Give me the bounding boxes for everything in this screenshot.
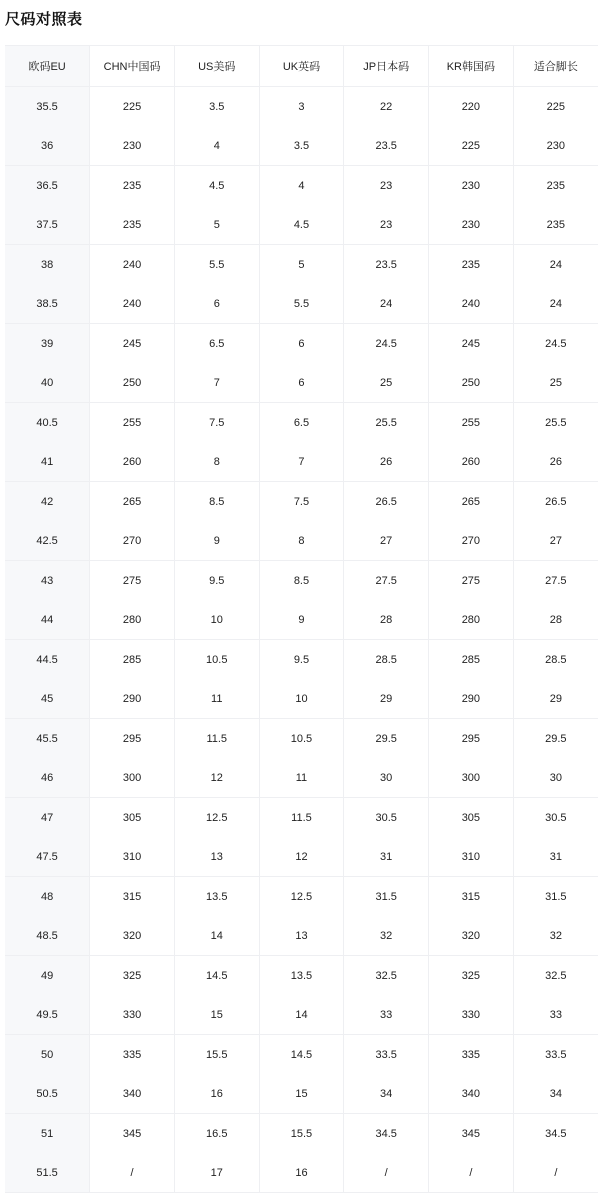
cell-uk: 5 xyxy=(259,245,344,285)
cell-jp: 26 xyxy=(344,442,429,482)
cell-jp: 31 xyxy=(344,837,429,877)
cell-jp: 25.5 xyxy=(344,403,429,443)
table-row xyxy=(5,284,598,324)
cell-foot-length: 29 xyxy=(513,679,598,719)
cell-jp: 29 xyxy=(344,679,429,719)
size-table xyxy=(5,45,598,1193)
cell-foot-length: 30 xyxy=(513,758,598,798)
cell-us: 6.5 xyxy=(174,324,259,364)
cell-chn: 315 xyxy=(90,877,175,917)
cell-eu: 50.5 xyxy=(5,1074,90,1114)
cell-chn: 265 xyxy=(90,482,175,522)
cell-kr: 255 xyxy=(429,403,514,443)
cell-eu: 36 xyxy=(5,126,90,166)
header-row xyxy=(5,46,598,87)
cell-uk: 15.5 xyxy=(259,1114,344,1154)
cell-eu: 51.5 xyxy=(5,1153,90,1193)
cell-kr: 275 xyxy=(429,561,514,601)
cell-us: 11 xyxy=(174,679,259,719)
cell-foot-length: 29.5 xyxy=(545,732,567,745)
cell-chn: 310 xyxy=(90,837,175,877)
cell-foot-length: 32.5 xyxy=(545,969,567,982)
cell-chn: 225 xyxy=(90,87,175,127)
table-row xyxy=(5,482,598,522)
cell-eu: 46 xyxy=(5,758,90,798)
cell-us: 17 xyxy=(174,1153,259,1193)
table-row xyxy=(5,877,598,917)
table-row xyxy=(5,363,598,403)
table-row xyxy=(5,640,598,680)
cell-jp: 24 xyxy=(344,284,429,324)
cell-chn: 230 xyxy=(90,126,175,166)
cell-us: 10.5 xyxy=(174,640,259,680)
cell-foot-length: 33.5 xyxy=(545,1048,567,1061)
table-row xyxy=(5,1074,598,1114)
cell-kr: 260 xyxy=(429,442,514,482)
table-row xyxy=(5,956,598,996)
cell-us: 13 xyxy=(174,837,259,877)
cell-kr: 335 xyxy=(429,1035,514,1075)
cell-us: 5.5 xyxy=(174,245,259,285)
cell-jp: / xyxy=(344,1153,429,1193)
cell-eu: 50 xyxy=(5,1035,90,1075)
cell-kr: 265 xyxy=(429,482,514,522)
cell-kr: 305 xyxy=(429,798,514,838)
cell-foot-length: 27 xyxy=(513,521,598,561)
table-row xyxy=(5,561,598,601)
cell-chn: 255 xyxy=(90,403,175,443)
cell-jp: 23.5 xyxy=(344,126,429,166)
cell-foot-length: 24 xyxy=(549,258,562,271)
cell-foot-length: 26.5 xyxy=(545,495,567,508)
cell-uk: 4 xyxy=(259,166,344,206)
cell-eu: 42.5 xyxy=(5,521,90,561)
cell-us: 5 xyxy=(174,205,259,245)
cell-foot-length: 26 xyxy=(513,442,598,482)
cell-jp: 25 xyxy=(344,363,429,403)
cell-chn: 245 xyxy=(90,324,175,364)
cell-chn: 240 xyxy=(90,284,175,324)
cell-chn: 260 xyxy=(90,442,175,482)
cell-jp: 27.5 xyxy=(344,561,429,601)
table-row xyxy=(5,995,598,1035)
cell-uk: 11.5 xyxy=(259,798,344,838)
cell-chn: 300 xyxy=(90,758,175,798)
table-header xyxy=(5,46,598,87)
cell-uk: 3.5 xyxy=(259,126,344,166)
cell-foot-length: 24.5 xyxy=(545,337,567,350)
table-body xyxy=(5,87,598,1193)
column-header-eu: 欧码EU xyxy=(5,46,90,87)
cell-foot-length: 230 xyxy=(513,126,598,166)
cell-foot-length: 24 xyxy=(513,284,598,324)
cell-us: 3.5 xyxy=(174,87,259,127)
table-row xyxy=(5,679,598,719)
cell-chn: 320 xyxy=(90,916,175,956)
cell-uk: 4.5 xyxy=(259,205,344,245)
cell-kr: 225 xyxy=(429,126,514,166)
table-row xyxy=(5,798,598,838)
cell-uk: 5.5 xyxy=(259,284,344,324)
cell-uk: 12.5 xyxy=(259,877,344,917)
cell-jp: 26.5 xyxy=(344,482,429,522)
cell-us: 7.5 xyxy=(174,403,259,443)
cell-us: 11.5 xyxy=(174,719,259,759)
table-row xyxy=(5,205,598,245)
table-row xyxy=(5,245,598,285)
cell-eu: 42 xyxy=(5,482,90,522)
cell-jp: 28 xyxy=(344,600,429,640)
cell-jp: 32.5 xyxy=(344,956,429,996)
cell-uk: 9 xyxy=(259,600,344,640)
cell-kr: 280 xyxy=(429,600,514,640)
cell-jp: 23.5 xyxy=(344,245,429,285)
table-row xyxy=(5,87,598,127)
cell-eu: 47 xyxy=(5,798,90,838)
cell-uk: 7.5 xyxy=(259,482,344,522)
table-row xyxy=(5,916,598,956)
cell-chn: 275 xyxy=(90,561,175,601)
cell-chn: / xyxy=(90,1153,175,1193)
cell-uk: 12 xyxy=(259,837,344,877)
cell-chn: 295 xyxy=(90,719,175,759)
cell-foot-length: 33 xyxy=(513,995,598,1035)
cell-eu: 49.5 xyxy=(5,995,90,1035)
cell-kr: 300 xyxy=(429,758,514,798)
cell-jp: 33.5 xyxy=(344,1035,429,1075)
cell-us: 8 xyxy=(174,442,259,482)
cell-eu: 44.5 xyxy=(5,640,90,680)
cell-eu: 41 xyxy=(5,442,90,482)
cell-us: 7 xyxy=(174,363,259,403)
cell-chn: 240 xyxy=(90,245,175,285)
cell-us: 9 xyxy=(174,521,259,561)
cell-uk: 6 xyxy=(259,363,344,403)
cell-foot-length: 31 xyxy=(513,837,598,877)
cell-uk: 13.5 xyxy=(259,956,344,996)
cell-us: 15 xyxy=(174,995,259,1035)
cell-us: 14.5 xyxy=(174,956,259,996)
cell-eu: 40 xyxy=(5,363,90,403)
table-row xyxy=(5,837,598,877)
cell-kr: / xyxy=(429,1153,514,1193)
cell-foot-length: 32 xyxy=(513,916,598,956)
cell-eu: 36.5 xyxy=(5,166,90,206)
cell-us: 15.5 xyxy=(174,1035,259,1075)
cell-jp: 22 xyxy=(344,87,429,127)
cell-us: 12 xyxy=(174,758,259,798)
cell-kr: 230 xyxy=(429,205,514,245)
cell-chn: 335 xyxy=(90,1035,175,1075)
cell-kr: 290 xyxy=(429,679,514,719)
table-row xyxy=(5,442,598,482)
cell-us: 13.5 xyxy=(174,877,259,917)
column-header-kr: KR韩国码 xyxy=(429,46,514,87)
cell-eu: 48.5 xyxy=(5,916,90,956)
cell-chn: 325 xyxy=(90,956,175,996)
cell-eu: 45 xyxy=(5,679,90,719)
cell-uk: 9.5 xyxy=(259,640,344,680)
cell-us: 12.5 xyxy=(174,798,259,838)
table-row xyxy=(5,719,598,759)
cell-chn: 280 xyxy=(90,600,175,640)
cell-jp: 34.5 xyxy=(344,1114,429,1154)
cell-eu: 47.5 xyxy=(5,837,90,877)
cell-foot-length: 34 xyxy=(513,1074,598,1114)
cell-eu: 37.5 xyxy=(5,205,90,245)
cell-eu: 35.5 xyxy=(5,87,90,127)
cell-kr: 330 xyxy=(429,995,514,1035)
cell-foot-length: 235 xyxy=(513,205,598,245)
cell-kr: 235 xyxy=(429,245,514,285)
cell-kr: 285 xyxy=(429,640,514,680)
cell-chn: 305 xyxy=(90,798,175,838)
cell-chn: 270 xyxy=(90,521,175,561)
cell-foot-length: 27.5 xyxy=(545,574,567,587)
cell-chn: 330 xyxy=(90,995,175,1035)
cell-jp: 27 xyxy=(344,521,429,561)
cell-jp: 23 xyxy=(344,166,429,206)
cell-uk: 7 xyxy=(259,442,344,482)
table-row xyxy=(5,758,598,798)
cell-kr: 325 xyxy=(429,956,514,996)
cell-chn: 250 xyxy=(90,363,175,403)
cell-chn: 290 xyxy=(90,679,175,719)
cell-uk: 10 xyxy=(259,679,344,719)
table-row xyxy=(5,1035,598,1075)
cell-uk: 6.5 xyxy=(259,403,344,443)
cell-eu: 45.5 xyxy=(5,719,90,759)
cell-foot-length: 235 xyxy=(546,179,566,192)
cell-eu: 51 xyxy=(5,1114,90,1154)
cell-us: 4 xyxy=(174,126,259,166)
cell-us: 6 xyxy=(174,284,259,324)
cell-kr: 245 xyxy=(429,324,514,364)
cell-uk: 13 xyxy=(259,916,344,956)
cell-kr: 310 xyxy=(429,837,514,877)
cell-jp: 31.5 xyxy=(344,877,429,917)
table-row xyxy=(5,403,598,443)
cell-us: 4.5 xyxy=(174,166,259,206)
cell-chn: 340 xyxy=(90,1074,175,1114)
cell-jp: 34 xyxy=(344,1074,429,1114)
cell-kr: 220 xyxy=(429,87,514,127)
column-header-us: US美码 xyxy=(174,46,259,87)
cell-kr: 345 xyxy=(429,1114,514,1154)
cell-eu: 49 xyxy=(5,956,90,996)
cell-uk: 14 xyxy=(259,995,344,1035)
cell-kr: 320 xyxy=(429,916,514,956)
cell-foot-length: 225 xyxy=(546,100,566,113)
cell-chn: 345 xyxy=(90,1114,175,1154)
cell-jp: 30.5 xyxy=(344,798,429,838)
cell-uk: 14.5 xyxy=(259,1035,344,1075)
cell-us: 14 xyxy=(174,916,259,956)
cell-foot-length: 25.5 xyxy=(545,416,567,429)
cell-eu: 40.5 xyxy=(5,403,90,443)
cell-foot-length: 28.5 xyxy=(545,653,567,666)
cell-uk: 8.5 xyxy=(259,561,344,601)
cell-us: 8.5 xyxy=(174,482,259,522)
column-header-chn: CHN中国码 xyxy=(90,46,175,87)
table-row xyxy=(5,600,598,640)
cell-us: 9.5 xyxy=(174,561,259,601)
cell-foot-length: 30.5 xyxy=(545,811,567,824)
cell-kr: 340 xyxy=(429,1074,514,1114)
cell-uk: 16 xyxy=(259,1153,344,1193)
cell-kr: 315 xyxy=(429,877,514,917)
cell-kr: 230 xyxy=(429,166,514,206)
cell-uk: 11 xyxy=(259,758,344,798)
column-header-jp: JP日本码 xyxy=(344,46,429,87)
cell-kr: 295 xyxy=(429,719,514,759)
cell-chn: 285 xyxy=(90,640,175,680)
cell-eu: 38 xyxy=(5,245,90,285)
cell-us: 16 xyxy=(174,1074,259,1114)
table-row xyxy=(5,1114,598,1154)
cell-uk: 15 xyxy=(259,1074,344,1114)
cell-us: 10 xyxy=(174,600,259,640)
page-title: 尺码对照表 xyxy=(5,11,83,28)
table-row xyxy=(5,1153,598,1193)
cell-chn: 235 xyxy=(90,166,175,206)
cell-eu: 44 xyxy=(5,600,90,640)
cell-eu: 38.5 xyxy=(5,284,90,324)
column-header-foot-length: 适合脚长 xyxy=(513,46,598,87)
cell-foot-length: 34.5 xyxy=(545,1127,567,1140)
cell-eu: 48 xyxy=(5,877,90,917)
cell-jp: 30 xyxy=(344,758,429,798)
cell-us: 16.5 xyxy=(174,1114,259,1154)
cell-eu: 43 xyxy=(5,561,90,601)
cell-eu: 39 xyxy=(5,324,90,364)
cell-uk: 3 xyxy=(259,87,344,127)
table-row xyxy=(5,521,598,561)
table-row xyxy=(5,126,598,166)
cell-kr: 250 xyxy=(429,363,514,403)
cell-jp: 29.5 xyxy=(344,719,429,759)
cell-uk: 8 xyxy=(259,521,344,561)
cell-jp: 23 xyxy=(344,205,429,245)
column-header-uk: UK英码 xyxy=(259,46,344,87)
table-row xyxy=(5,324,598,364)
cell-kr: 270 xyxy=(429,521,514,561)
cell-foot-length: 31.5 xyxy=(545,890,567,903)
cell-uk: 10.5 xyxy=(259,719,344,759)
cell-jp: 32 xyxy=(344,916,429,956)
cell-kr: 240 xyxy=(429,284,514,324)
cell-jp: 24.5 xyxy=(344,324,429,364)
cell-foot-length: 28 xyxy=(513,600,598,640)
table-row xyxy=(5,166,598,206)
cell-jp: 28.5 xyxy=(344,640,429,680)
cell-foot-length: 25 xyxy=(513,363,598,403)
cell-foot-length: / xyxy=(513,1153,598,1193)
cell-chn: 235 xyxy=(90,205,175,245)
cell-uk: 6 xyxy=(259,324,344,364)
cell-jp: 33 xyxy=(344,995,429,1035)
